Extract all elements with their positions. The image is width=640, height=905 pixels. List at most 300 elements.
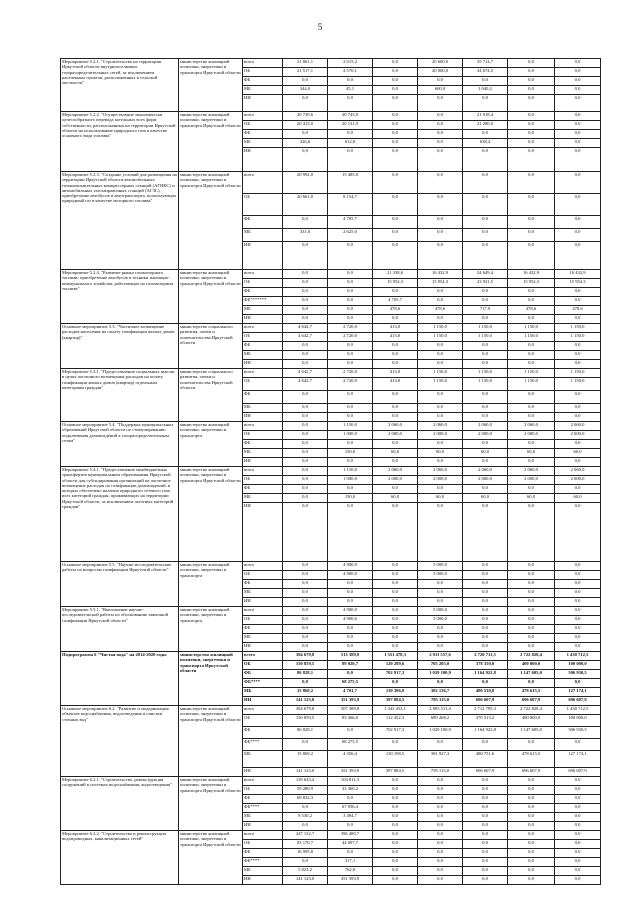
- responsible-executor: министерство жилищной политики, энергетики и транспорта Иркутской области: [179, 270, 243, 324]
- amount-cell: 0,0: [283, 458, 328, 467]
- funding-source: МБ: [243, 86, 283, 95]
- funding-source: ИИ: [243, 458, 283, 467]
- amount-cell: 0,0: [508, 503, 555, 562]
- amount-cell: 44 007,7: [328, 840, 373, 849]
- amount-cell: 0,0: [283, 643, 328, 652]
- amount-cell: 0,0: [555, 739, 601, 751]
- amount-cell: 15 954,3: [555, 279, 601, 288]
- amount-cell: 0,0: [508, 194, 555, 216]
- measure-name: Мероприятие 5.2.1. "Строительство на территории Иркутской области внутрипоселковых газораспределительных сетей, за исключением населенных пунктов, расположенных в сельской местности": [61, 59, 179, 112]
- amount-cell: 0,0: [283, 476, 328, 485]
- amount-cell: 60,0: [508, 449, 555, 458]
- amount-cell: 1 150,0: [418, 333, 463, 342]
- amount-cell: 1 150,0: [555, 324, 601, 333]
- funding-source: всего: [243, 112, 283, 121]
- amount-cell: 1 150,0: [463, 324, 508, 333]
- funding-source: всего: [243, 467, 283, 476]
- amount-cell: 0,0: [373, 404, 418, 413]
- funding-source: всего: [243, 369, 283, 378]
- amount-cell: 696 607,9: [463, 697, 508, 706]
- amount-cell: 397 884,5: [373, 697, 418, 706]
- funding-source: всего: [243, 562, 283, 571]
- amount-cell: 638,4: [463, 139, 508, 148]
- amount-cell: 0,0: [328, 598, 373, 607]
- funding-source: ОБ: [243, 840, 283, 849]
- amount-cell: 9 530,2: [283, 813, 328, 822]
- amount-cell: 0,0: [463, 679, 508, 688]
- amount-cell: 0,0: [283, 431, 328, 440]
- amount-cell: 351 393,9: [328, 876, 373, 885]
- amount-cell: 0,0: [283, 503, 328, 562]
- amount-cell: 0,0: [463, 351, 508, 360]
- amount-cell: 0,0: [508, 95, 555, 112]
- amount-cell: 0,0: [508, 795, 555, 804]
- amount-cell: 0,0: [373, 59, 418, 68]
- amount-cell: 4 642,7: [283, 324, 328, 333]
- funding-source: ФБ: [243, 216, 283, 229]
- amount-cell: 0,0: [508, 216, 555, 229]
- amount-cell: 0,0: [555, 867, 601, 876]
- amount-cell: 67 956,4: [328, 804, 373, 813]
- funding-source: МБ: [243, 404, 283, 413]
- amount-cell: 4 701,7: [328, 688, 373, 697]
- funding-source: ФБ****: [243, 858, 283, 867]
- amount-cell: 16 432,9: [555, 270, 601, 279]
- amount-cell: 130 198,5: [373, 751, 418, 768]
- amount-cell: 150 859,5: [283, 661, 328, 670]
- amount-cell: 0,0: [508, 86, 555, 95]
- amount-cell: 0,0: [418, 849, 463, 858]
- funding-source: МБ: [243, 589, 283, 598]
- funding-source: всего: [243, 172, 283, 194]
- measure-name: Мероприятие 5.3.1. "Предоставление социальных выплат в целях частичного возмещения расходов на оплату газификации жилых домов (квартир) отдельным категориям граждан": [61, 369, 179, 422]
- measure-name: Подпрограмма 6 "Чистая вода" на 2014-2020 годы: [61, 652, 179, 706]
- funding-source: ИИ: [243, 822, 283, 831]
- amount-cell: 400 000,0: [508, 661, 555, 670]
- amount-cell: 1 430 712,5: [555, 652, 601, 661]
- amount-cell: 2 712 795,3: [463, 706, 508, 715]
- amount-cell: 0,0: [373, 562, 418, 571]
- amount-cell: 21 918,4: [463, 112, 508, 121]
- amount-cell: 4 900,0: [328, 616, 373, 625]
- amount-cell: 0,0: [555, 598, 601, 607]
- amount-cell: 1 040,2: [463, 86, 508, 95]
- amount-cell: 1 150,0: [418, 369, 463, 378]
- amount-cell: 20 600,0: [418, 59, 463, 68]
- amount-cell: 1 000,0: [328, 476, 373, 485]
- amount-cell: 0,0: [283, 589, 328, 598]
- amount-cell: 0,0: [555, 77, 601, 86]
- amount-cell: 150 859,5: [283, 715, 328, 727]
- amount-cell: 0,0: [418, 679, 463, 688]
- amount-cell: 1 150,0: [555, 378, 601, 391]
- amount-cell: 0,0: [373, 121, 418, 130]
- amount-cell: 2 060,0: [373, 422, 418, 431]
- amount-cell: 20 992,0: [283, 172, 328, 194]
- amount-cell: 21 338,6: [373, 270, 418, 279]
- amount-cell: 0,0: [555, 503, 601, 562]
- measure-name: Мероприятие 5.4.1. "Предоставление межбюджетных трансфертов муниципальным образованиям Иркутской области для субсидирования организаций на частичное возмещение расходов по газификации домовладений, в которых обеспечено наличие природного сетевого газа, всех категорий граждан, проживающих на территории Иркутской области, за исключением льготных категорий граждан": [61, 467, 179, 562]
- amount-cell: 0,0: [328, 297, 373, 306]
- amount-cell: 2 000,0: [555, 431, 601, 440]
- funding-source: МБ: [243, 813, 283, 822]
- funding-source: ОБ: [243, 571, 283, 580]
- amount-cell: 20 743,9: [328, 112, 373, 121]
- amount-cell: 2 720,0: [328, 333, 373, 342]
- amount-cell: 0,0: [463, 342, 508, 351]
- amount-cell: 0,0: [373, 242, 418, 270]
- amount-cell: 2 000,0: [555, 476, 601, 485]
- budget-table: [60, 58, 601, 885]
- amount-cell: 33 360,2: [328, 786, 373, 795]
- responsible-executor: министерство жилищной политики, энергетики и транспорта: [179, 562, 243, 607]
- amount-cell: 0,0: [555, 607, 601, 616]
- amount-cell: 0,0: [418, 95, 463, 112]
- amount-cell: 0,0: [328, 413, 373, 422]
- amount-cell: 2 060,0: [418, 422, 463, 431]
- amount-cell: 2 722 828,4: [508, 652, 555, 661]
- funding-source: ИИ: [243, 876, 283, 885]
- amount-cell: 4 900,0: [328, 571, 373, 580]
- amount-cell: 0,0: [463, 172, 508, 194]
- amount-cell: 0,0: [555, 342, 601, 351]
- amount-cell: 0,0: [508, 831, 555, 840]
- amount-cell: 0,0: [555, 679, 601, 688]
- amount-cell: 0,0: [373, 360, 418, 369]
- funding-source: ОБ: [243, 378, 283, 391]
- amount-cell: 0,0: [555, 351, 601, 360]
- amount-cell: 16 432,9: [508, 270, 555, 279]
- amount-cell: 0,0: [555, 777, 601, 786]
- funding-source: ИИ: [243, 148, 283, 172]
- amount-cell: 351 393,9: [328, 768, 373, 777]
- funding-source: ФБ: [243, 288, 283, 297]
- funding-source: ФБ: [243, 670, 283, 679]
- amount-cell: 0,0: [508, 777, 555, 786]
- funding-source: ФБ: [243, 342, 283, 351]
- amount-cell: 60,0: [463, 449, 508, 458]
- amount-cell: 0,0: [555, 112, 601, 121]
- funding-source: ОБ: [243, 121, 283, 130]
- amount-cell: 0,0: [555, 440, 601, 449]
- amount-cell: 0,0: [283, 270, 328, 279]
- amount-cell: 0,0: [508, 786, 555, 795]
- amount-cell: 702 917,3: [373, 670, 418, 679]
- table-row: [61, 706, 601, 715]
- amount-cell: 0,0: [555, 68, 601, 77]
- amount-cell: 0,0: [508, 679, 555, 688]
- amount-cell: 0,0: [508, 616, 555, 625]
- amount-cell: 0,0: [373, 616, 418, 625]
- amount-cell: 0,0: [555, 858, 601, 867]
- amount-cell: 0,0: [283, 607, 328, 616]
- amount-cell: 0,0: [463, 130, 508, 139]
- amount-cell: 0,0: [373, 831, 418, 840]
- amount-cell: 0,0: [508, 458, 555, 467]
- amount-cell: 0,0: [373, 148, 418, 172]
- amount-cell: 696 607,9: [508, 697, 555, 706]
- amount-cell: 15 954,3: [373, 279, 418, 288]
- amount-cell: 1 150,0: [328, 467, 373, 476]
- funding-source: ОБ: [243, 431, 283, 440]
- funding-source: ФБ: [243, 727, 283, 739]
- amount-cell: 0,0: [555, 831, 601, 840]
- amount-cell: 0,0: [373, 786, 418, 795]
- amount-cell: 0,0: [508, 849, 555, 858]
- amount-cell: 59 280,9: [283, 786, 328, 795]
- amount-cell: 0,0: [463, 607, 508, 616]
- amount-cell: 0,0: [283, 95, 328, 112]
- amount-cell: 0,0: [328, 849, 373, 858]
- amount-cell: 69 832,3: [283, 795, 328, 804]
- amount-cell: 15 954,3: [508, 279, 555, 288]
- table-row: [61, 467, 601, 476]
- amount-cell: 0,0: [283, 580, 328, 589]
- amount-cell: 0,0: [373, 795, 418, 804]
- amount-cell: 0,0: [373, 139, 418, 148]
- amount-cell: 2 060,0: [555, 422, 601, 431]
- amount-cell: 1 000,0: [328, 431, 373, 440]
- funding-source: ФБ****: [243, 739, 283, 751]
- amount-cell: 34 674,5: [463, 68, 508, 77]
- amount-cell: 104 811,3: [328, 777, 373, 786]
- amount-cell: 0,0: [555, 822, 601, 831]
- amount-cell: 0,0: [328, 795, 373, 804]
- amount-cell: 331,0: [283, 229, 328, 242]
- amount-cell: 382 136,7: [418, 688, 463, 697]
- funding-source: МБ: [243, 634, 283, 643]
- amount-cell: 2 720,0: [328, 369, 373, 378]
- amount-cell: 0,0: [283, 858, 328, 867]
- amount-cell: 15 869,2: [283, 688, 328, 697]
- responsible-executor: министерство социального развития, опеки и попечительства Иркутской области: [179, 369, 243, 422]
- amount-cell: 0,0: [463, 849, 508, 858]
- amount-cell: 0,0: [328, 625, 373, 634]
- amount-cell: 120 289,6: [373, 661, 418, 670]
- amount-cell: 112 452,3: [373, 715, 418, 727]
- amount-cell: 413,0: [373, 378, 418, 391]
- amount-cell: 0,0: [555, 413, 601, 422]
- amount-cell: 2 000,0: [418, 431, 463, 440]
- amount-cell: 68 275,5: [328, 739, 373, 751]
- amount-cell: 0,0: [555, 580, 601, 589]
- amount-cell: 2 625,0: [328, 229, 373, 242]
- amount-cell: 0,0: [508, 607, 555, 616]
- amount-cell: 0,0: [328, 148, 373, 172]
- amount-cell: 0,0: [328, 440, 373, 449]
- amount-cell: 16 432,9: [418, 270, 463, 279]
- amount-cell: 0,0: [463, 876, 508, 885]
- amount-cell: 0,0: [418, 139, 463, 148]
- amount-cell: 1 029 100,9: [418, 670, 463, 679]
- table-row: [61, 831, 601, 840]
- amount-cell: 60,0: [463, 494, 508, 503]
- responsible-executor: министерство жилищной политики, энергетики и транспорта Иркутской области: [179, 706, 243, 777]
- amount-cell: 0,0: [508, 229, 555, 242]
- funding-source: ИИ: [243, 413, 283, 422]
- amount-cell: 4 642,7: [283, 333, 328, 342]
- amount-cell: 4 900,0: [328, 607, 373, 616]
- amount-cell: 0,0: [555, 485, 601, 494]
- amount-cell: 0,0: [373, 813, 418, 822]
- amount-cell: 83 366,0: [328, 715, 373, 727]
- amount-cell: 0,0: [328, 670, 373, 679]
- amount-cell: 0,0: [463, 858, 508, 867]
- funding-source: всего: [243, 324, 283, 333]
- amount-cell: 0,0: [418, 242, 463, 270]
- amount-cell: 0,0: [373, 315, 418, 324]
- amount-cell: 2 720,0: [328, 378, 373, 391]
- amount-cell: 480 751,6: [463, 751, 508, 768]
- amount-cell: 0,0: [373, 849, 418, 858]
- funding-source: ОБ: [243, 616, 283, 625]
- funding-source: ОБ: [243, 194, 283, 216]
- table-row: [61, 777, 601, 786]
- amount-cell: 60,0: [373, 449, 418, 458]
- funding-source: ОБ: [243, 476, 283, 485]
- responsible-executor: министерство жилищной политики, энергетики и транспорта Иркутской области: [179, 172, 243, 270]
- amount-cell: 0,0: [463, 95, 508, 112]
- funding-source: ФБ: [243, 440, 283, 449]
- responsible-executor: министерство жилищной политики, энергетики и транспорта Иркутской области: [179, 831, 243, 885]
- funding-source: всего: [243, 607, 283, 616]
- amount-cell: 0,0: [418, 413, 463, 422]
- amount-cell: 0,0: [373, 485, 418, 494]
- funding-source: МБ: [243, 351, 283, 360]
- amount-cell: 0,0: [373, 440, 418, 449]
- amount-cell: 0,0: [508, 391, 555, 404]
- amount-cell: 100 000,0: [555, 715, 601, 727]
- amount-cell: 0,0: [463, 562, 508, 571]
- amount-cell: 0,0: [555, 813, 601, 822]
- amount-cell: 0,0: [508, 876, 555, 885]
- amount-cell: 0,0: [418, 485, 463, 494]
- amount-cell: 478,6: [418, 306, 463, 315]
- amount-cell: 0,0: [283, 625, 328, 634]
- amount-cell: 5 823,2: [283, 867, 328, 876]
- amount-cell: 0,0: [555, 643, 601, 652]
- amount-cell: 0,0: [508, 121, 555, 130]
- amount-cell: 0,0: [463, 404, 508, 413]
- amount-cell: 0,0: [283, 342, 328, 351]
- amount-cell: 0,0: [463, 739, 508, 751]
- amount-cell: 0,0: [555, 458, 601, 467]
- amount-cell: 0,0: [508, 351, 555, 360]
- amount-cell: 0,0: [463, 485, 508, 494]
- amount-cell: 5 000,0: [418, 607, 463, 616]
- funding-source: ИИ: [243, 643, 283, 652]
- table-row: [61, 270, 601, 279]
- amount-cell: 0,0: [555, 804, 601, 813]
- measure-name: Основное мероприятие 5.3. "Частичное возмещение расходов населения на оплату газификации жилых домов (квартир)": [61, 324, 179, 369]
- amount-cell: 394 679,8: [283, 652, 328, 661]
- amount-cell: 0,0: [555, 876, 601, 885]
- amount-cell: 0,0: [555, 194, 601, 216]
- amount-cell: 413,0: [373, 324, 418, 333]
- amount-cell: 0,0: [418, 858, 463, 867]
- amount-cell: 0,0: [373, 571, 418, 580]
- amount-cell: 0,0: [418, 840, 463, 849]
- amount-cell: 127 174,1: [555, 688, 601, 697]
- amount-cell: 0,0: [555, 589, 601, 598]
- amount-cell: 0,0: [463, 315, 508, 324]
- funding-source: ФБ: [243, 130, 283, 139]
- amount-cell: 45,1: [328, 86, 373, 95]
- amount-cell: 0,0: [555, 786, 601, 795]
- amount-cell: 506 930,5: [555, 727, 601, 739]
- amount-cell: 0,0: [373, 589, 418, 598]
- amount-cell: 0,0: [328, 391, 373, 404]
- amount-cell: 0,0: [283, 306, 328, 315]
- table-row: [61, 172, 601, 194]
- amount-cell: 0,0: [418, 813, 463, 822]
- amount-cell: 60,0: [555, 449, 601, 458]
- funding-source: ФБ: [243, 77, 283, 86]
- funding-source: всего: [243, 270, 283, 279]
- amount-cell: 0,0: [283, 148, 328, 172]
- amount-cell: 0,0: [463, 598, 508, 607]
- funding-source: всего: [243, 706, 283, 715]
- amount-cell: 0,0: [555, 562, 601, 571]
- amount-cell: 506 930,5: [555, 670, 601, 679]
- amount-cell: 0,0: [508, 130, 555, 139]
- amount-cell: 0,0: [373, 643, 418, 652]
- amount-cell: 0,0: [508, 404, 555, 413]
- amount-cell: 0,0: [328, 242, 373, 270]
- amount-cell: 0,0: [283, 822, 328, 831]
- amount-cell: 0,0: [328, 279, 373, 288]
- amount-cell: 689 268,2: [418, 715, 463, 727]
- amount-cell: 2 570,1: [328, 68, 373, 77]
- amount-cell: 0,0: [418, 440, 463, 449]
- amount-cell: 0,0: [418, 360, 463, 369]
- amount-cell: 0,0: [463, 242, 508, 270]
- amount-cell: 0,0: [555, 229, 601, 242]
- amount-cell: 696 607,9: [508, 768, 555, 777]
- amount-cell: 2 000,0: [508, 431, 555, 440]
- amount-cell: 0,0: [283, 485, 328, 494]
- amount-cell: 1 150,0: [508, 378, 555, 391]
- amount-cell: 0,0: [328, 458, 373, 467]
- amount-cell: 127 174,1: [555, 751, 601, 768]
- funding-source: ОБ: [243, 333, 283, 342]
- amount-cell: 0,0: [283, 422, 328, 431]
- amount-cell: 2 911 557,6: [418, 652, 463, 661]
- amount-cell: 0,0: [508, 112, 555, 121]
- amount-cell: 4 900,0: [328, 562, 373, 571]
- amount-cell: 0,0: [555, 172, 601, 194]
- amount-cell: 2 060,0: [508, 467, 555, 476]
- amount-cell: 60,0: [555, 494, 601, 503]
- amount-cell: 0,0: [508, 315, 555, 324]
- amount-cell: 0,0: [508, 822, 555, 831]
- amount-cell: 0,0: [328, 485, 373, 494]
- amount-cell: 0,0: [283, 216, 328, 229]
- amount-cell: 2 060,0: [463, 467, 508, 476]
- amount-cell: 2 000,0: [463, 476, 508, 485]
- amount-cell: 2 000,0: [418, 476, 463, 485]
- amount-cell: 0,0: [555, 121, 601, 130]
- amount-cell: 0,0: [508, 562, 555, 571]
- amount-cell: 0,0: [283, 288, 328, 297]
- amount-cell: 0,0: [508, 813, 555, 822]
- amount-cell: 478 615,5: [508, 751, 555, 768]
- amount-cell: 0,0: [283, 634, 328, 643]
- amount-cell: 15 869,2: [283, 751, 328, 768]
- amount-cell: 0,0: [418, 625, 463, 634]
- amount-cell: 0,0: [328, 643, 373, 652]
- amount-cell: 150,0: [328, 449, 373, 458]
